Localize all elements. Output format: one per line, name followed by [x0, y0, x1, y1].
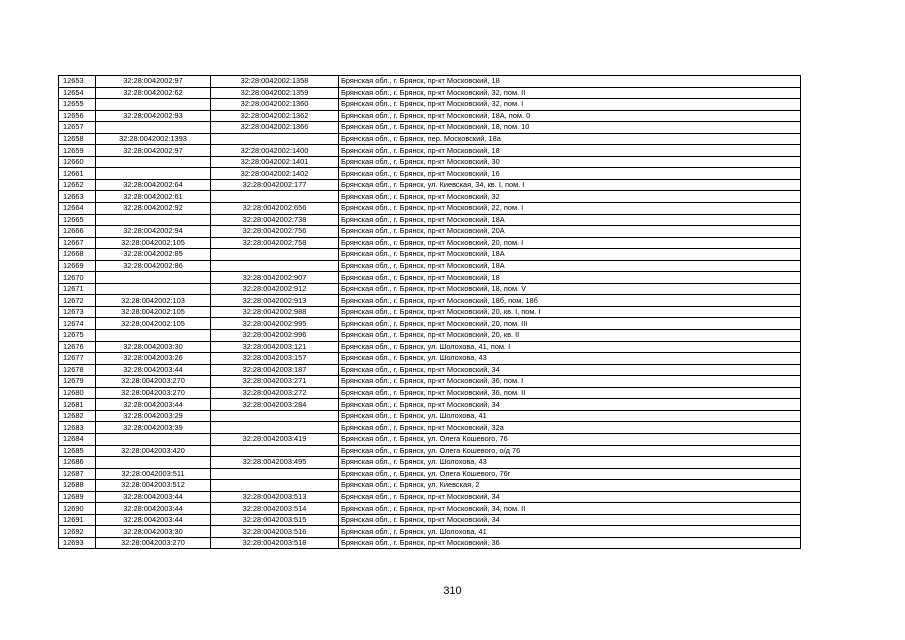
building-cadastral-cell: 32:28:0042002:758 [211, 237, 339, 249]
address-cell: Брянская обл., г. Брянск, пр-кт Московский, 32, пом. II [339, 87, 801, 99]
address-cell: Брянская обл., г. Брянск, ул. Шолохова, 41 [339, 410, 801, 422]
address-cell: Брянская обл., г. Брянск, пр-кт Московский, 18, пом. 10 [339, 122, 801, 134]
address-cell: Брянская обл., г. Брянск, пр-кт Московский, 34 [339, 364, 801, 376]
address-cell: Брянская обл., г. Брянск, пр-кт Московский, 36, пом. II [339, 387, 801, 399]
row-number-cell: 12675 [59, 330, 96, 342]
land-cadastral-cell [96, 99, 211, 111]
table-row [59, 87, 801, 99]
table-row [59, 133, 801, 145]
building-cadastral-cell: 32:28:0042002:1401 [211, 156, 339, 168]
row-number-cell: 12682 [59, 410, 96, 422]
building-cadastral-cell: 32:28:0042002:913 [211, 295, 339, 307]
row-number-cell: 12664 [59, 203, 96, 215]
address-cell: Брянская обл., г. Брянск, ул. Киевская, 2 [339, 480, 801, 492]
table-row [59, 341, 801, 353]
address-cell: Брянская обл., г. Брянск, пр-кт Московский, 18 [339, 272, 801, 284]
row-number-cell: 12678 [59, 364, 96, 376]
row-number-cell: 12661 [59, 168, 96, 180]
table-row [59, 526, 801, 538]
building-cadastral-cell: 32:28:0042002:1359 [211, 87, 339, 99]
address-cell: Брянская обл., г. Брянск, ул. Шолохова, 41 [339, 526, 801, 538]
row-number-cell: 12667 [59, 237, 96, 249]
row-number-cell: 12662 [59, 179, 96, 191]
table-row [59, 491, 801, 503]
building-cadastral-cell [211, 249, 339, 261]
address-cell: Брянская обл., г. Брянск, пр-кт Московский, 18А [339, 260, 801, 272]
row-number-cell: 12657 [59, 122, 96, 134]
land-cadastral-cell: 32:28:0042003:29 [96, 410, 211, 422]
address-cell: Брянская обл., г. Брянск, пр-кт Московский, 20, пом. I [339, 237, 801, 249]
land-cadastral-cell: 32:28:0042003:270 [96, 376, 211, 388]
land-cadastral-cell: 32:28:0042003:44 [96, 514, 211, 526]
land-cadastral-cell [96, 272, 211, 284]
address-cell: Брянская обл., г. Брянск, пр-кт Московский, 32, пом. I [339, 99, 801, 111]
address-cell: Брянская обл., г. Брянск, ул. Шолохова, 41, пом. I [339, 341, 801, 353]
row-number-cell: 12670 [59, 272, 96, 284]
table-row [59, 203, 801, 215]
address-cell: Брянская обл., г. Брянск, пр-кт Московский, 18б, пом. 18б [339, 295, 801, 307]
land-cadastral-cell: 32:28:0042003:39 [96, 422, 211, 434]
row-number-cell: 12658 [59, 133, 96, 145]
row-number-cell: 12692 [59, 526, 96, 538]
building-cadastral-cell: 32:28:0042003:284 [211, 399, 339, 411]
address-cell: Брянская обл., г. Брянск, ул. Олега Кошевого, 76 [339, 433, 801, 445]
address-cell: Брянская обл., г. Брянск, пр-кт Московский, 36, пом. I [339, 376, 801, 388]
building-cadastral-cell: 32:28:0042002:1362 [211, 110, 339, 122]
land-cadastral-cell: 32:28:0042002:62 [96, 87, 211, 99]
building-cadastral-cell [211, 133, 339, 145]
address-cell: Брянская обл., г. Брянск, ул. Киевская, 34, кв. I, пом. I [339, 179, 801, 191]
building-cadastral-cell [211, 410, 339, 422]
table-row [59, 214, 801, 226]
row-number-cell: 12687 [59, 468, 96, 480]
land-cadastral-cell: 32:28:0042003:420 [96, 445, 211, 457]
address-cell: Брянская обл., г. Брянск, пр-кт Московский, 34 [339, 399, 801, 411]
row-number-cell: 12653 [59, 76, 96, 88]
address-cell: Брянская обл., г. Брянск, ул. Олега Кошевого, 76г [339, 468, 801, 480]
row-number-cell: 12679 [59, 376, 96, 388]
row-number-cell: 12686 [59, 457, 96, 469]
address-cell: Брянская обл., г. Брянск, пр-кт Московский, 18А [339, 249, 801, 261]
row-number-cell: 12673 [59, 306, 96, 318]
table-row [59, 272, 801, 284]
land-cadastral-cell [96, 457, 211, 469]
table-row [59, 110, 801, 122]
land-cadastral-cell: 32:28:0042002:1393 [96, 133, 211, 145]
cadastral-table [58, 75, 801, 549]
table-row [59, 468, 801, 480]
land-cadastral-cell: 32:28:0042003:44 [96, 491, 211, 503]
row-number-cell: 12685 [59, 445, 96, 457]
building-cadastral-cell: 32:28:0042003:513 [211, 491, 339, 503]
page-number: 310 [443, 585, 462, 597]
table-row [59, 480, 801, 492]
row-number-cell: 12677 [59, 353, 96, 365]
table-row [59, 410, 801, 422]
address-cell: Брянская обл., г. Брянск, пр-кт Московский, 30 [339, 156, 801, 168]
land-cadastral-cell [96, 122, 211, 134]
building-cadastral-cell: 32:28:0042003:419 [211, 433, 339, 445]
building-cadastral-cell: 32:28:0042003:516 [211, 526, 339, 538]
land-cadastral-cell: 32:28:0042002:85 [96, 249, 211, 261]
land-cadastral-cell: 32:28:0042002:105 [96, 318, 211, 330]
building-cadastral-cell: 32:28:0042002:738 [211, 214, 339, 226]
building-cadastral-cell [211, 468, 339, 480]
building-cadastral-cell: 32:28:0042002:988 [211, 306, 339, 318]
table-row [59, 503, 801, 515]
row-number-cell: 12665 [59, 214, 96, 226]
table-row [59, 283, 801, 295]
land-cadastral-cell: 32:28:0042002:97 [96, 145, 211, 157]
address-cell: Брянская обл., г. Брянск, пр-кт Московский, 32а [339, 422, 801, 434]
row-number-cell: 12655 [59, 99, 96, 111]
land-cadastral-cell [96, 168, 211, 180]
table-row [59, 179, 801, 191]
table-row [59, 156, 801, 168]
table-row [59, 445, 801, 457]
building-cadastral-cell: 32:28:0042003:495 [211, 457, 339, 469]
land-cadastral-cell: 32:28:0042002:97 [96, 76, 211, 88]
building-cadastral-cell: 32:28:0042002:656 [211, 203, 339, 215]
table-row [59, 537, 801, 549]
building-cadastral-cell [211, 480, 339, 492]
land-cadastral-cell: 32:28:0042002:94 [96, 226, 211, 238]
building-cadastral-cell: 32:28:0042002:996 [211, 330, 339, 342]
land-cadastral-cell [96, 214, 211, 226]
table-body [59, 76, 801, 549]
land-cadastral-cell: 32:28:0042003:30 [96, 341, 211, 353]
land-cadastral-cell: 32:28:0042003:511 [96, 468, 211, 480]
building-cadastral-cell [211, 422, 339, 434]
address-cell: Брянская обл., г. Брянск, ул. Шолохова, 43 [339, 457, 801, 469]
land-cadastral-cell [96, 156, 211, 168]
table-row [59, 399, 801, 411]
address-cell: Брянская обл., г. Брянск, пр-кт Московский, 18А, пом. 0 [339, 110, 801, 122]
building-cadastral-cell: 32:28:0042003:515 [211, 514, 339, 526]
land-cadastral-cell [96, 433, 211, 445]
address-cell: Брянская обл., г. Брянск, пр-кт Московский, 34 [339, 491, 801, 503]
row-number-cell: 12689 [59, 491, 96, 503]
row-number-cell: 12690 [59, 503, 96, 515]
table-row [59, 226, 801, 238]
building-cadastral-cell: 32:28:0042003:271 [211, 376, 339, 388]
building-cadastral-cell: 32:28:0042002:907 [211, 272, 339, 284]
building-cadastral-cell: 32:28:0042003:121 [211, 341, 339, 353]
address-cell: Брянская обл., г. Брянск, пр-кт Московский, 18, пом. V [339, 283, 801, 295]
row-number-cell: 12680 [59, 387, 96, 399]
address-cell: Брянская обл., г. Брянск, пр-кт Московский, 16 [339, 168, 801, 180]
address-cell: Брянская обл., г. Брянск, пер. Московский, 18а [339, 133, 801, 145]
table-row [59, 168, 801, 180]
row-number-cell: 12683 [59, 422, 96, 434]
address-cell: Брянская обл., г. Брянск, пр-кт Московский, 20, кв. II [339, 330, 801, 342]
table-row [59, 353, 801, 365]
land-cadastral-cell: 32:28:0042002:103 [96, 295, 211, 307]
land-cadastral-cell [96, 330, 211, 342]
table-row [59, 295, 801, 307]
table-row [59, 76, 801, 88]
row-number-cell: 12654 [59, 87, 96, 99]
row-number-cell: 12656 [59, 110, 96, 122]
address-cell: Брянская обл., г. Брянск, ул. Олега Кошевого, о/д 76 [339, 445, 801, 457]
building-cadastral-cell: 32:28:0042003:518 [211, 537, 339, 549]
table-row [59, 122, 801, 134]
address-cell: Брянская обл., г. Брянск, пр-кт Московский, 18А [339, 214, 801, 226]
building-cadastral-cell: 32:28:0042002:177 [211, 179, 339, 191]
land-cadastral-cell: 32:28:0042003:270 [96, 537, 211, 549]
building-cadastral-cell [211, 191, 339, 203]
row-number-cell: 12688 [59, 480, 96, 492]
row-number-cell: 12668 [59, 249, 96, 261]
row-number-cell: 12684 [59, 433, 96, 445]
row-number-cell: 12676 [59, 341, 96, 353]
row-number-cell: 12659 [59, 145, 96, 157]
land-cadastral-cell: 32:28:0042002:92 [96, 203, 211, 215]
land-cadastral-cell: 32:28:0042003:44 [96, 364, 211, 376]
building-cadastral-cell: 32:28:0042003:187 [211, 364, 339, 376]
table-row [59, 318, 801, 330]
row-number-cell: 12691 [59, 514, 96, 526]
building-cadastral-cell: 32:28:0042002:1366 [211, 122, 339, 134]
table-row [59, 330, 801, 342]
address-cell: Брянская обл., г. Брянск, пр-кт Московский, 20, пом. III [339, 318, 801, 330]
table-row [59, 260, 801, 272]
land-cadastral-cell: 32:28:0042002:105 [96, 237, 211, 249]
building-cadastral-cell: 32:28:0042002:1402 [211, 168, 339, 180]
building-cadastral-cell: 32:28:0042002:1360 [211, 99, 339, 111]
building-cadastral-cell: 32:28:0042002:1358 [211, 76, 339, 88]
table-row [59, 457, 801, 469]
address-cell: Брянская обл., г. Брянск, пр-кт Московский, 20А [339, 226, 801, 238]
table-row [59, 191, 801, 203]
address-cell: Брянская обл., г. Брянск, пр-кт Московский, 22, пом. I [339, 203, 801, 215]
land-cadastral-cell: 32:28:0042002:64 [96, 179, 211, 191]
table-row [59, 422, 801, 434]
table-row [59, 99, 801, 111]
row-number-cell: 12681 [59, 399, 96, 411]
address-cell: Брянская обл., г. Брянск, пр-кт Московский, 18 [339, 76, 801, 88]
table-row [59, 249, 801, 261]
land-cadastral-cell: 32:28:0042003:270 [96, 387, 211, 399]
building-cadastral-cell: 32:28:0042002:756 [211, 226, 339, 238]
table-row [59, 387, 801, 399]
address-cell: Брянская обл., г. Брянск, пр-кт Московский, 20, кв. I, пом. I [339, 306, 801, 318]
land-cadastral-cell: 32:28:0042003:30 [96, 526, 211, 538]
table-row [59, 364, 801, 376]
building-cadastral-cell [211, 260, 339, 272]
building-cadastral-cell: 32:28:0042003:157 [211, 353, 339, 365]
table-row [59, 145, 801, 157]
table-row [59, 237, 801, 249]
building-cadastral-cell: 32:28:0042002:1400 [211, 145, 339, 157]
address-cell: Брянская обл., г. Брянск, пр-кт Московский, 34, пом. II [339, 503, 801, 515]
land-cadastral-cell: 32:28:0042002:61 [96, 191, 211, 203]
land-cadastral-cell: 32:28:0042002:86 [96, 260, 211, 272]
land-cadastral-cell [96, 283, 211, 295]
row-number-cell: 12671 [59, 283, 96, 295]
building-cadastral-cell: 32:28:0042002:912 [211, 283, 339, 295]
row-number-cell: 12693 [59, 537, 96, 549]
table-row [59, 433, 801, 445]
row-number-cell: 12669 [59, 260, 96, 272]
building-cadastral-cell: 32:28:0042002:995 [211, 318, 339, 330]
land-cadastral-cell: 32:28:0042003:44 [96, 399, 211, 411]
land-cadastral-cell: 32:28:0042002:105 [96, 306, 211, 318]
land-cadastral-cell: 32:28:0042003:512 [96, 480, 211, 492]
row-number-cell: 12663 [59, 191, 96, 203]
row-number-cell: 12672 [59, 295, 96, 307]
land-cadastral-cell: 32:28:0042002:93 [96, 110, 211, 122]
address-cell: Брянская обл., г. Брянск, пр-кт Московский, 34 [339, 514, 801, 526]
table-row [59, 514, 801, 526]
row-number-cell: 12674 [59, 318, 96, 330]
building-cadastral-cell: 32:28:0042003:514 [211, 503, 339, 515]
land-cadastral-cell: 32:28:0042003:44 [96, 503, 211, 515]
address-cell: Брянская обл., г. Брянск, ул. Шолохова, 43 [339, 353, 801, 365]
row-number-cell: 12660 [59, 156, 96, 168]
building-cadastral-cell: 32:28:0042003:272 [211, 387, 339, 399]
row-number-cell: 12666 [59, 226, 96, 238]
table-row [59, 306, 801, 318]
address-cell: Брянская обл., г. Брянск, пр-кт Московский, 32 [339, 191, 801, 203]
land-cadastral-cell: 32:28:0042003:26 [96, 353, 211, 365]
building-cadastral-cell [211, 445, 339, 457]
address-cell: Брянская обл., г. Брянск, пр-кт Московский, 36 [339, 537, 801, 549]
address-cell: Брянская обл., г. Брянск, пр-кт Московский, 18 [339, 145, 801, 157]
table-row [59, 376, 801, 388]
